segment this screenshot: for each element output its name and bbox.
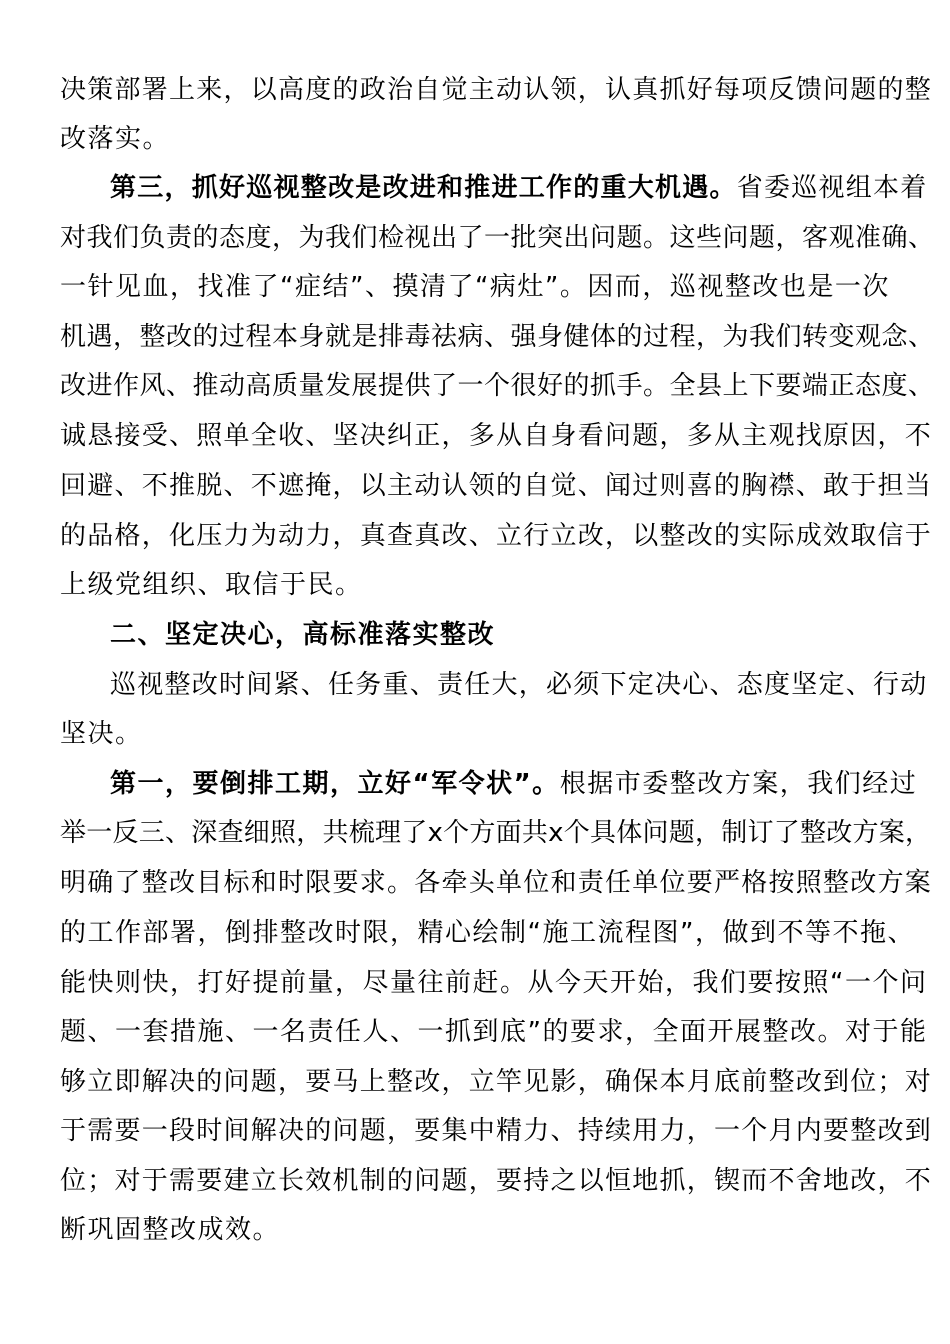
text-line: 于需要一段时间解决的问题，要集中精力、持续用力，一个月内要整改到 xyxy=(60,1116,933,1146)
text-line: 上级党组织、取信于民。 xyxy=(60,570,363,600)
paragraph-lead-line xyxy=(110,172,928,204)
text-line: 的品格，化压力为动力，真查真改、立行立改，以整改的实际成效取信于 xyxy=(60,521,933,551)
text-line: 改进作风、推动高质量发展提供了一个很好的抓手。全县上下要端正态度、 xyxy=(60,371,935,401)
text-line: 对我们负责的态度，为我们检视出了一批突出问题。这些问题，客观准确、 xyxy=(60,223,935,253)
text-line: 明确了整改目标和时限要求。各牵头单位和责任单位要严格按照整改方案 xyxy=(60,868,933,898)
section-heading: 二、坚定决心，高标准落实整改 xyxy=(110,620,496,650)
text-run: 省委巡视组本着 xyxy=(736,173,928,203)
text-line: 够立即解决的问题，要马上整改，立竿见影，确保本月底前整改到位；对 xyxy=(60,1067,933,1097)
text-line: 巡视整改时间紧、任务重、责任大，必须下定决心、态度坚定、行动 xyxy=(110,670,928,700)
text-line: 举一反三、深查细照，共梳理了x个方面共x个具体问题，制订了整改方案， xyxy=(60,818,932,848)
text-line: 诚恳接受、照单全收、坚决纠正，多从自身看问题，多从主观找原因，不 xyxy=(60,421,933,451)
paragraph-heading: 第三，抓好巡视整改是改进和推进工作的重大机遇。 xyxy=(110,173,737,203)
text-line: 决策部署上来，以高度的政治自觉主动认领，认真抓好每项反馈问题的整 xyxy=(60,75,933,105)
text-line: 改落实。 xyxy=(60,124,171,154)
paragraph-heading: 第一，要倒排工期，立好“军令状”。 xyxy=(110,769,560,799)
text-line: 坚决。 xyxy=(60,719,143,749)
text-line: 一针见血，找准了“症结”、摸清了“病灶”。因而，巡视整改也是一次 xyxy=(60,272,890,302)
text-line: 回避、不推脱、不遮掩，以主动认领的自觉、闻过则喜的胸襟、敢于担当 xyxy=(60,471,933,501)
text-line: 断巩固整改成效。 xyxy=(60,1215,281,1245)
text-line: 机遇，整改的过程本身就是排毒祛病、强身健体的过程，为我们转变观念、 xyxy=(60,322,935,352)
text-line: 的工作部署，倒排整改时限，精心绘制“施工流程图”，做到不等不拖、 xyxy=(60,918,915,948)
text-line: 位；对于需要建立长效机制的问题，要持之以恒地抓，锲而不舍地改，不 xyxy=(60,1166,933,1196)
text-run: 根据市委整改方案，我们经过 xyxy=(559,769,918,799)
text-line: 能快则快，打好提前量，尽量往前赶。从今天开始，我们要按照“一个问 xyxy=(60,968,928,998)
section-heading-line xyxy=(110,619,495,651)
paragraph-lead-line xyxy=(110,768,917,800)
text-line: 题、一套措施、一名责任人、一抓到底”的要求，全面开展整改。对于能 xyxy=(60,1017,928,1047)
